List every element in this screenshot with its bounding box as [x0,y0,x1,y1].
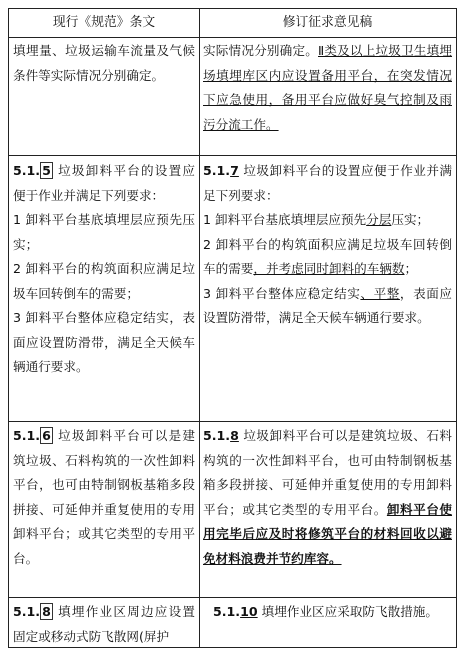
clause-5-1-8-current [9,600,199,649]
clause-number: 5.1.8 [203,428,239,443]
clause-intro: 垃圾卸料平台的设置应便于作业并满足下列要求： [203,163,452,203]
header-current-code: 现行《规范》条文 [52,15,156,30]
clause-text: 垃圾卸料平台可以是建筑垃圾、石料构筑的一次性卸料平台，也可由特制钢板基箱多段拼接、可延伸并重复使用的专用卸料平台；或其它类型的专用平台。 [13,428,196,566]
row1-current-text [9,39,199,88]
row1-left-text: 填埋量、垃圾运输车流量及气候条件等实际情况分别确定。 [13,43,195,83]
clause-item-2: 2 卸料平台的构筑面积应满足垃圾车回转倒车的需要； [13,261,195,301]
clause-5-1-6-current [9,424,199,571]
clause-item-1: 1 卸料平台基底填埋层应预先压实； [13,212,195,252]
clause-item-2: 2 卸料平台的构筑面积应满足垃圾车回转倒车的需要，并考虑同时卸料的车辆数； [203,236,452,276]
row1-revision-text [199,39,456,137]
clause-number: 5.1.10 [213,604,258,619]
clause-text: 填埋作业区应采取防飞散措施。 [261,604,438,619]
clause-5-1-8-revision [199,424,456,571]
clause-item-3: 3 卸料平台整体应稳定结实、平整，表面应设置防滑带，满足全天候车辆通行要求。 [203,285,452,325]
clause-number: 5.1.7 [203,163,239,178]
row-divider [9,597,456,598]
clause-5-1-7-revision [199,159,456,331]
header-revision-draft: 修订征求意见稿 [282,15,373,30]
clause-5-1-5-current [9,159,199,380]
clause-text: 垃圾卸料平台可以是建筑垃圾、石料构筑的一次性卸料平台，也可由特制钢板基箱多段拼接、可延伸并重复使用的专用卸料平台；或其它类型的专用平台。 [203,428,452,517]
clause-added-text: 卸料平台使用完毕后应及时将修筑平台的材料回收以避免材料浪费并节约库容。 [203,501,453,566]
clause-number: 5.1. 8 [13,604,51,619]
row-divider [9,155,456,156]
comparison-table [8,8,457,648]
row1-right-plain: 实际情况分别确定。 [203,43,319,58]
clause-5-1-10-revision [199,600,456,625]
clause-intro: 垃圾卸料平台的设置应便于作业并满足下列要求： [13,163,196,203]
clause-text: 填埋作业区周边应设置固定或移动式防飞散网(屏护 [13,604,196,644]
clause-item-1: 1 卸料平台基底填埋层应预先分层压实； [203,212,430,227]
row-divider [9,37,456,38]
row-divider [9,421,456,422]
clause-number: 5.1. 5 [13,163,51,178]
clause-number: 5.1. 6 [13,428,51,443]
row1-right-underlined: Ⅱ类及以上垃圾卫生填埋场填埋库区内应设置备用平台，在突发情况下应急使用，备用平台应做好臭气控制及雨污分流工作。 [203,43,453,132]
clause-item-3: 3 卸料平台整体应稳定结实，表面应设置防滑带，满足全天候车辆通行要求。 [13,310,195,374]
